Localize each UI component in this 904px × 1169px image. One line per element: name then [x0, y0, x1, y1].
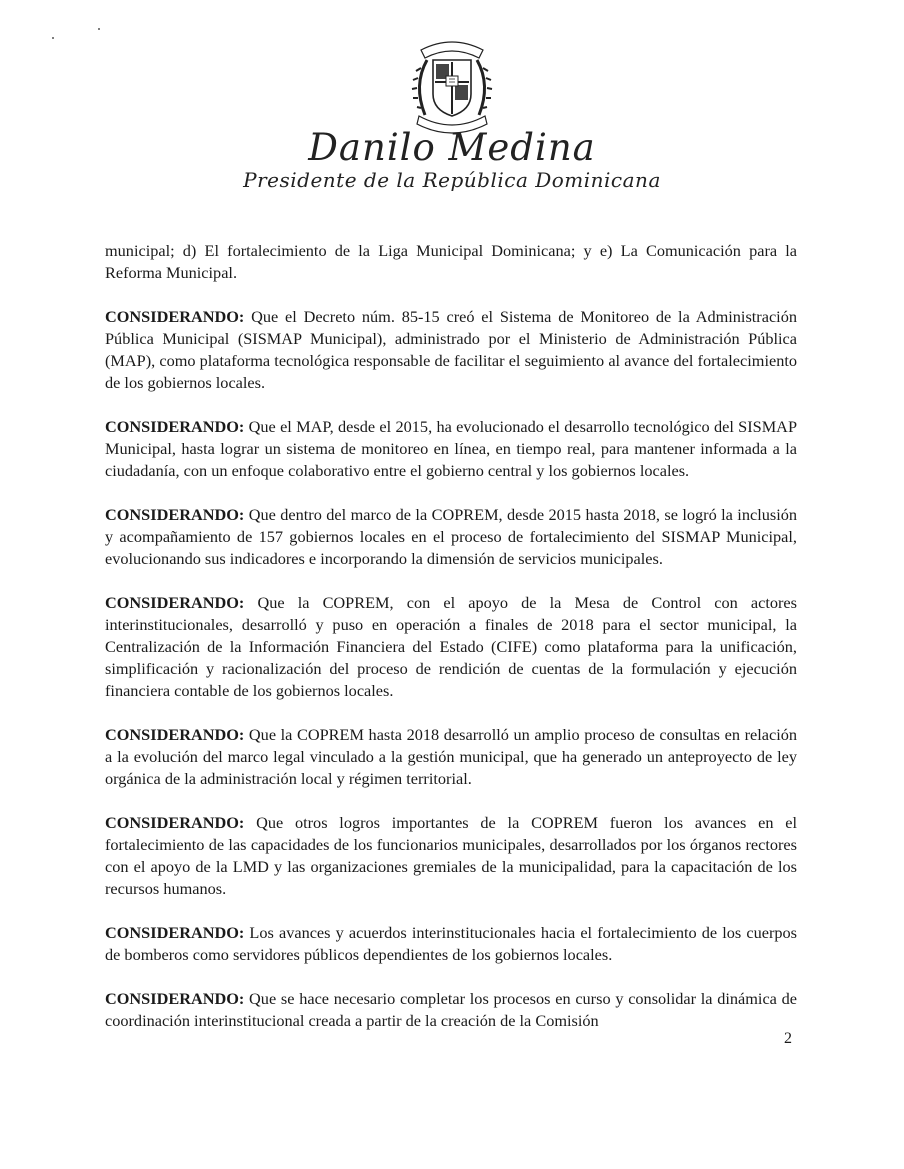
signature-title: Presidente de la República Dominicana — [243, 168, 661, 192]
document-body — [105, 240, 797, 1054]
coat-of-arms-icon — [407, 30, 497, 140]
paragraph-text: Que dentro del marco de la COPREM, desde 2015 hasta 2018, se logró la inclusión y acompañamiento de 157 gobiernos locales en el proceso de fortalecimiento del SISMAP Municipal, evolucionando sus indicadores e incorporando la dimensión de servicios municipales. — [105, 505, 797, 568]
paragraph-text: Que el MAP, desde el 2015, ha evolucionado el desarrollo tecnológico del SISMAP Municipal, hasta lograr un sistema de monitoreo en línea, en tiempo real, para mantener informada a la ciudadanía, con un enfoque colaborativo entre el gobierno central y los gobiernos locales. — [105, 417, 797, 480]
paragraph-text: Los avances y acuerdos interinstitucionales hacia el fortalecimiento de los cuerpos de bomberos como servidores públicos dependientes de los gobiernos locales. — [105, 923, 797, 964]
paragraph-text: Que se hace necesario completar los procesos en curso y consolidar la dinámica de coordinación interinstitucional creada a partir de la creación de la Comisión — [105, 989, 797, 1030]
paragraph-keyword: CONSIDERANDO: — [105, 505, 245, 524]
considerando-paragraph — [105, 922, 797, 966]
paragraph-text: Que otros logros importantes de la COPREM fueron los avances en el fortalecimiento de las capacidades de los funcionarios municipales, desarrollados por los órganos rectores con el apoyo de la LMD y las organizaciones gremiales de la municipalidad, para la capacitación de los recursos humanos. — [105, 813, 797, 898]
paragraph-keyword: CONSIDERANDO: — [105, 725, 245, 744]
paragraph-text: Que la COPREM, con el apoyo de la Mesa de Control con actores interinstitucionales, desarrolló y puso en operación a finales de 2018 para el sector municipal, la Centralización de la Información Financiera del Estado (CIFE) como plataforma para la unificación, simplificación y racionalización del proceso de rendición de cuentas de la formulación y ejecución financiera contable de los gobiernos locales. — [105, 593, 797, 700]
scan-speck — [98, 28, 100, 30]
considerando-paragraph — [105, 812, 797, 900]
considerando-paragraph — [105, 988, 797, 1032]
considerando-paragraph — [105, 592, 797, 702]
considerando-paragraph — [105, 306, 797, 394]
considerando-paragraph — [105, 416, 797, 482]
paragraph-text: Que el Decreto núm. 85-15 creó el Sistema de Monitoreo de la Administración Pública Municipal (SISMAP Municipal), administrado por el Ministerio de Administración Pública (MAP), como plataforma tecnológica responsable de facilitar el seguimiento al avance del fortalecimiento de los gobiernos locales. — [105, 307, 797, 392]
signature-name: Danilo Medina — [308, 126, 596, 169]
paragraph-keyword: CONSIDERANDO: — [105, 307, 245, 326]
scan-speck — [52, 37, 54, 39]
continuation-paragraph: municipal; d) El fortalecimiento de la Liga Municipal Dominicana; y e) La Comunicación para la Reforma Municipal. — [105, 241, 797, 282]
paragraph-keyword: CONSIDERANDO: — [105, 417, 245, 436]
paragraph-keyword: CONSIDERANDO: — [105, 989, 245, 1008]
paragraph-keyword: CONSIDERANDO: — [105, 923, 245, 942]
page-number: 2 — [784, 1030, 792, 1047]
considerando-paragraph — [105, 504, 797, 570]
considerando-paragraph — [105, 724, 797, 790]
paragraph-keyword: CONSIDERANDO: — [105, 593, 245, 612]
paragraph-keyword: CONSIDERANDO: — [105, 813, 245, 832]
paragraph-text: Que la COPREM hasta 2018 desarrolló un amplio proceso de consultas en relación a la evolución del marco legal vinculado a la gestión municipal, que ha generado un anteproyecto de ley orgánica de la administración local y régimen territorial. — [105, 725, 797, 788]
